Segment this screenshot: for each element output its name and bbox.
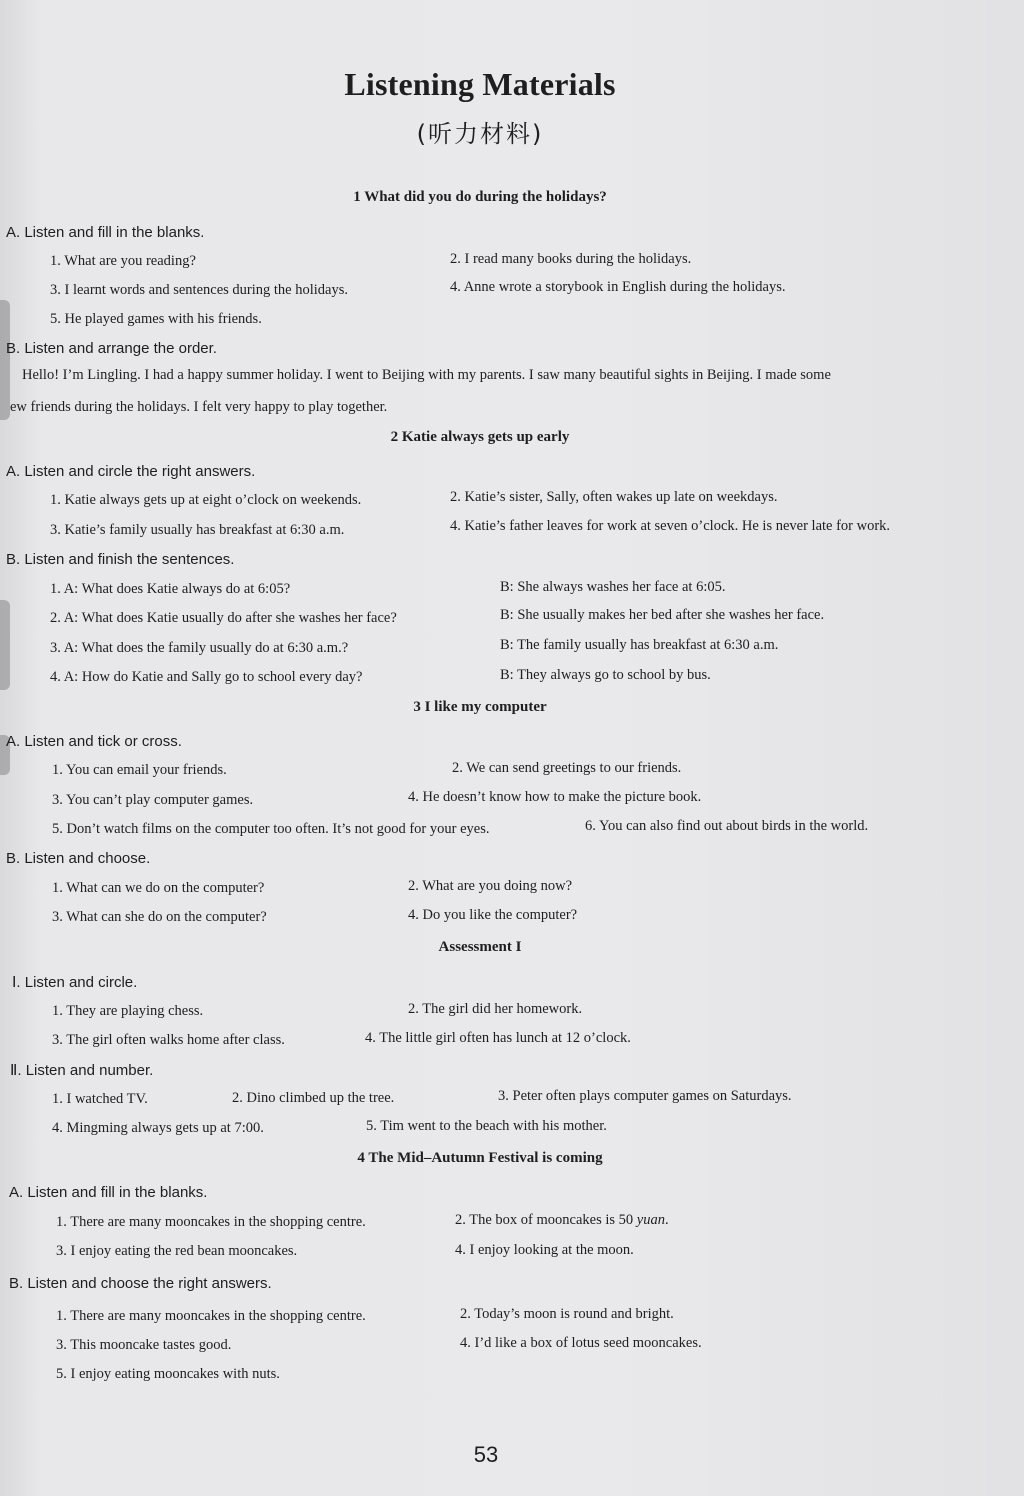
list-item-text: . bbox=[664, 1212, 669, 1228]
unit-4-heading: 4 The Mid–Autumn Festival is coming bbox=[357, 1150, 603, 1166]
unit-2-heading: 2 Katie always gets up early bbox=[390, 429, 570, 445]
list-item: B: She usually makes her bed after she washes her face. bbox=[500, 607, 825, 623]
list-item: 3. You can’t play computer games. bbox=[52, 792, 254, 808]
list-item: 5. I enjoy eating mooncakes with nuts. bbox=[56, 1366, 280, 1382]
list-item: 4. Mingming always gets up at 7:00. bbox=[52, 1120, 264, 1136]
unit-1-section-a-heading: A. Listen and fill in the blanks. bbox=[6, 224, 205, 241]
unit-4-section-a-heading: A. Listen and fill in the blanks. bbox=[9, 1184, 208, 1201]
list-item: 2. We can send greetings to our friends. bbox=[452, 760, 682, 776]
unit-1-passage bbox=[8, 359, 968, 423]
list-item: 1. A: What does Katie always do at 6:05? bbox=[50, 581, 291, 597]
list-item: 3. Peter often plays computer games on Saturdays. bbox=[498, 1088, 792, 1104]
page-subtitle: (听力材料) bbox=[416, 120, 544, 148]
list-item: 3. This mooncake tastes good. bbox=[56, 1337, 232, 1353]
list-item: 3. The girl often walks home after class. bbox=[52, 1032, 285, 1048]
list-item: 4. He doesn’t know how to make the picture book. bbox=[408, 789, 702, 805]
list-item: 4. The little girl often has lunch at 12 o’clock. bbox=[365, 1030, 631, 1046]
list-item: 3. Katie’s family usually has breakfast at 6:30 a.m. bbox=[50, 522, 345, 538]
list-item: 1. There are many mooncakes in the shopping centre. bbox=[56, 1308, 366, 1324]
list-item: 4. A: How do Katie and Sally go to school every day? bbox=[50, 669, 363, 685]
list-item: 4. Katie’s father leaves for work at seven o’clock. He is never late for work. bbox=[450, 518, 891, 534]
unit-3-heading: 3 I like my computer bbox=[413, 699, 547, 715]
list-item bbox=[455, 1212, 669, 1229]
list-item: 3. What can she do on the computer? bbox=[52, 909, 267, 925]
assessment-heading: Assessment I bbox=[438, 939, 522, 955]
passage-line: ew friends during the holidays. I felt very happy to play together. bbox=[10, 399, 388, 415]
list-item: 5. He played games with his friends. bbox=[50, 311, 262, 327]
list-item: 1. What can we do on the computer? bbox=[52, 880, 265, 896]
unit-2-section-b-heading: B. Listen and finish the sentences. bbox=[6, 551, 235, 568]
assessment-part-ii-heading: Ⅱ. Listen and number. bbox=[10, 1062, 154, 1079]
list-item: 5. Tim went to the beach with his mother. bbox=[366, 1118, 607, 1134]
list-item: B: She always washes her face at 6:05. bbox=[500, 579, 726, 595]
currency-term: yuan bbox=[636, 1212, 665, 1228]
list-item: 4. I enjoy looking at the moon. bbox=[455, 1242, 634, 1258]
list-item: 1. They are playing chess. bbox=[52, 1003, 204, 1019]
unit-1-heading: 1 What did you do during the holidays? bbox=[353, 189, 607, 205]
list-item: 1. What are you reading? bbox=[50, 253, 196, 269]
list-item: 3. I learnt words and sentences during the holidays. bbox=[50, 282, 348, 298]
list-item: 4. Do you like the computer? bbox=[408, 907, 578, 923]
list-item: 1. Katie always gets up at eight o’clock on weekends. bbox=[50, 492, 362, 508]
list-item: 2. Today’s moon is round and bright. bbox=[460, 1306, 674, 1322]
list-item: 4. Anne wrote a storybook in English during the holidays. bbox=[450, 279, 786, 295]
unit-4-section-b-heading: B. Listen and choose the right answers. bbox=[9, 1275, 272, 1292]
list-item: B: They always go to school by bus. bbox=[500, 667, 711, 683]
list-item: 2. What are you doing now? bbox=[408, 878, 573, 894]
assessment-part-i-heading: Ⅰ. Listen and circle. bbox=[12, 974, 138, 991]
list-item: 1. I watched TV. bbox=[52, 1091, 148, 1107]
unit-3-section-b-heading: B. Listen and choose. bbox=[6, 850, 151, 867]
list-item: 1. There are many mooncakes in the shopping centre. bbox=[56, 1214, 366, 1230]
list-item-text: 2. The box of mooncakes is 50 bbox=[455, 1212, 637, 1228]
list-item: 3. I enjoy eating the red bean mooncakes. bbox=[56, 1243, 298, 1259]
list-item: 2. The girl did her homework. bbox=[408, 1001, 583, 1017]
list-item: 2. I read many books during the holidays. bbox=[450, 251, 692, 267]
list-item: 4. I’d like a box of lotus seed mooncakes. bbox=[460, 1335, 702, 1351]
page-title: Listening Materials bbox=[344, 66, 616, 102]
list-item: 6. You can also find out about birds in the world. bbox=[585, 818, 869, 834]
unit-1-section-b-heading: B. Listen and arrange the order. bbox=[6, 340, 217, 357]
torn-edge bbox=[0, 600, 10, 690]
list-item: B: The family usually has breakfast at 6:30 a.m. bbox=[500, 637, 779, 653]
list-item: 2. Dino climbed up the tree. bbox=[232, 1090, 395, 1106]
list-item: 2. Katie’s sister, Sally, often wakes up late on weekdays. bbox=[450, 489, 778, 505]
list-item: 2. A: What does Katie usually do after she washes her face? bbox=[50, 610, 397, 626]
unit-3-section-a-heading: A. Listen and tick or cross. bbox=[6, 733, 182, 750]
list-item: 5. Don’t watch films on the computer too often. It’s not good for your eyes. bbox=[52, 821, 490, 837]
list-item: 3. A: What does the family usually do at 6:30 a.m.? bbox=[50, 640, 349, 656]
unit-2-section-a-heading: A. Listen and circle the right answers. bbox=[6, 463, 256, 480]
passage-line: Hello! I’m Lingling. I had a happy summer holiday. I went to Beijing with my parents. I saw many beautiful sights in Beijing. I made some bbox=[22, 367, 831, 383]
list-item: 1. You can email your friends. bbox=[52, 762, 227, 778]
page-number: 53 bbox=[473, 1442, 499, 1467]
